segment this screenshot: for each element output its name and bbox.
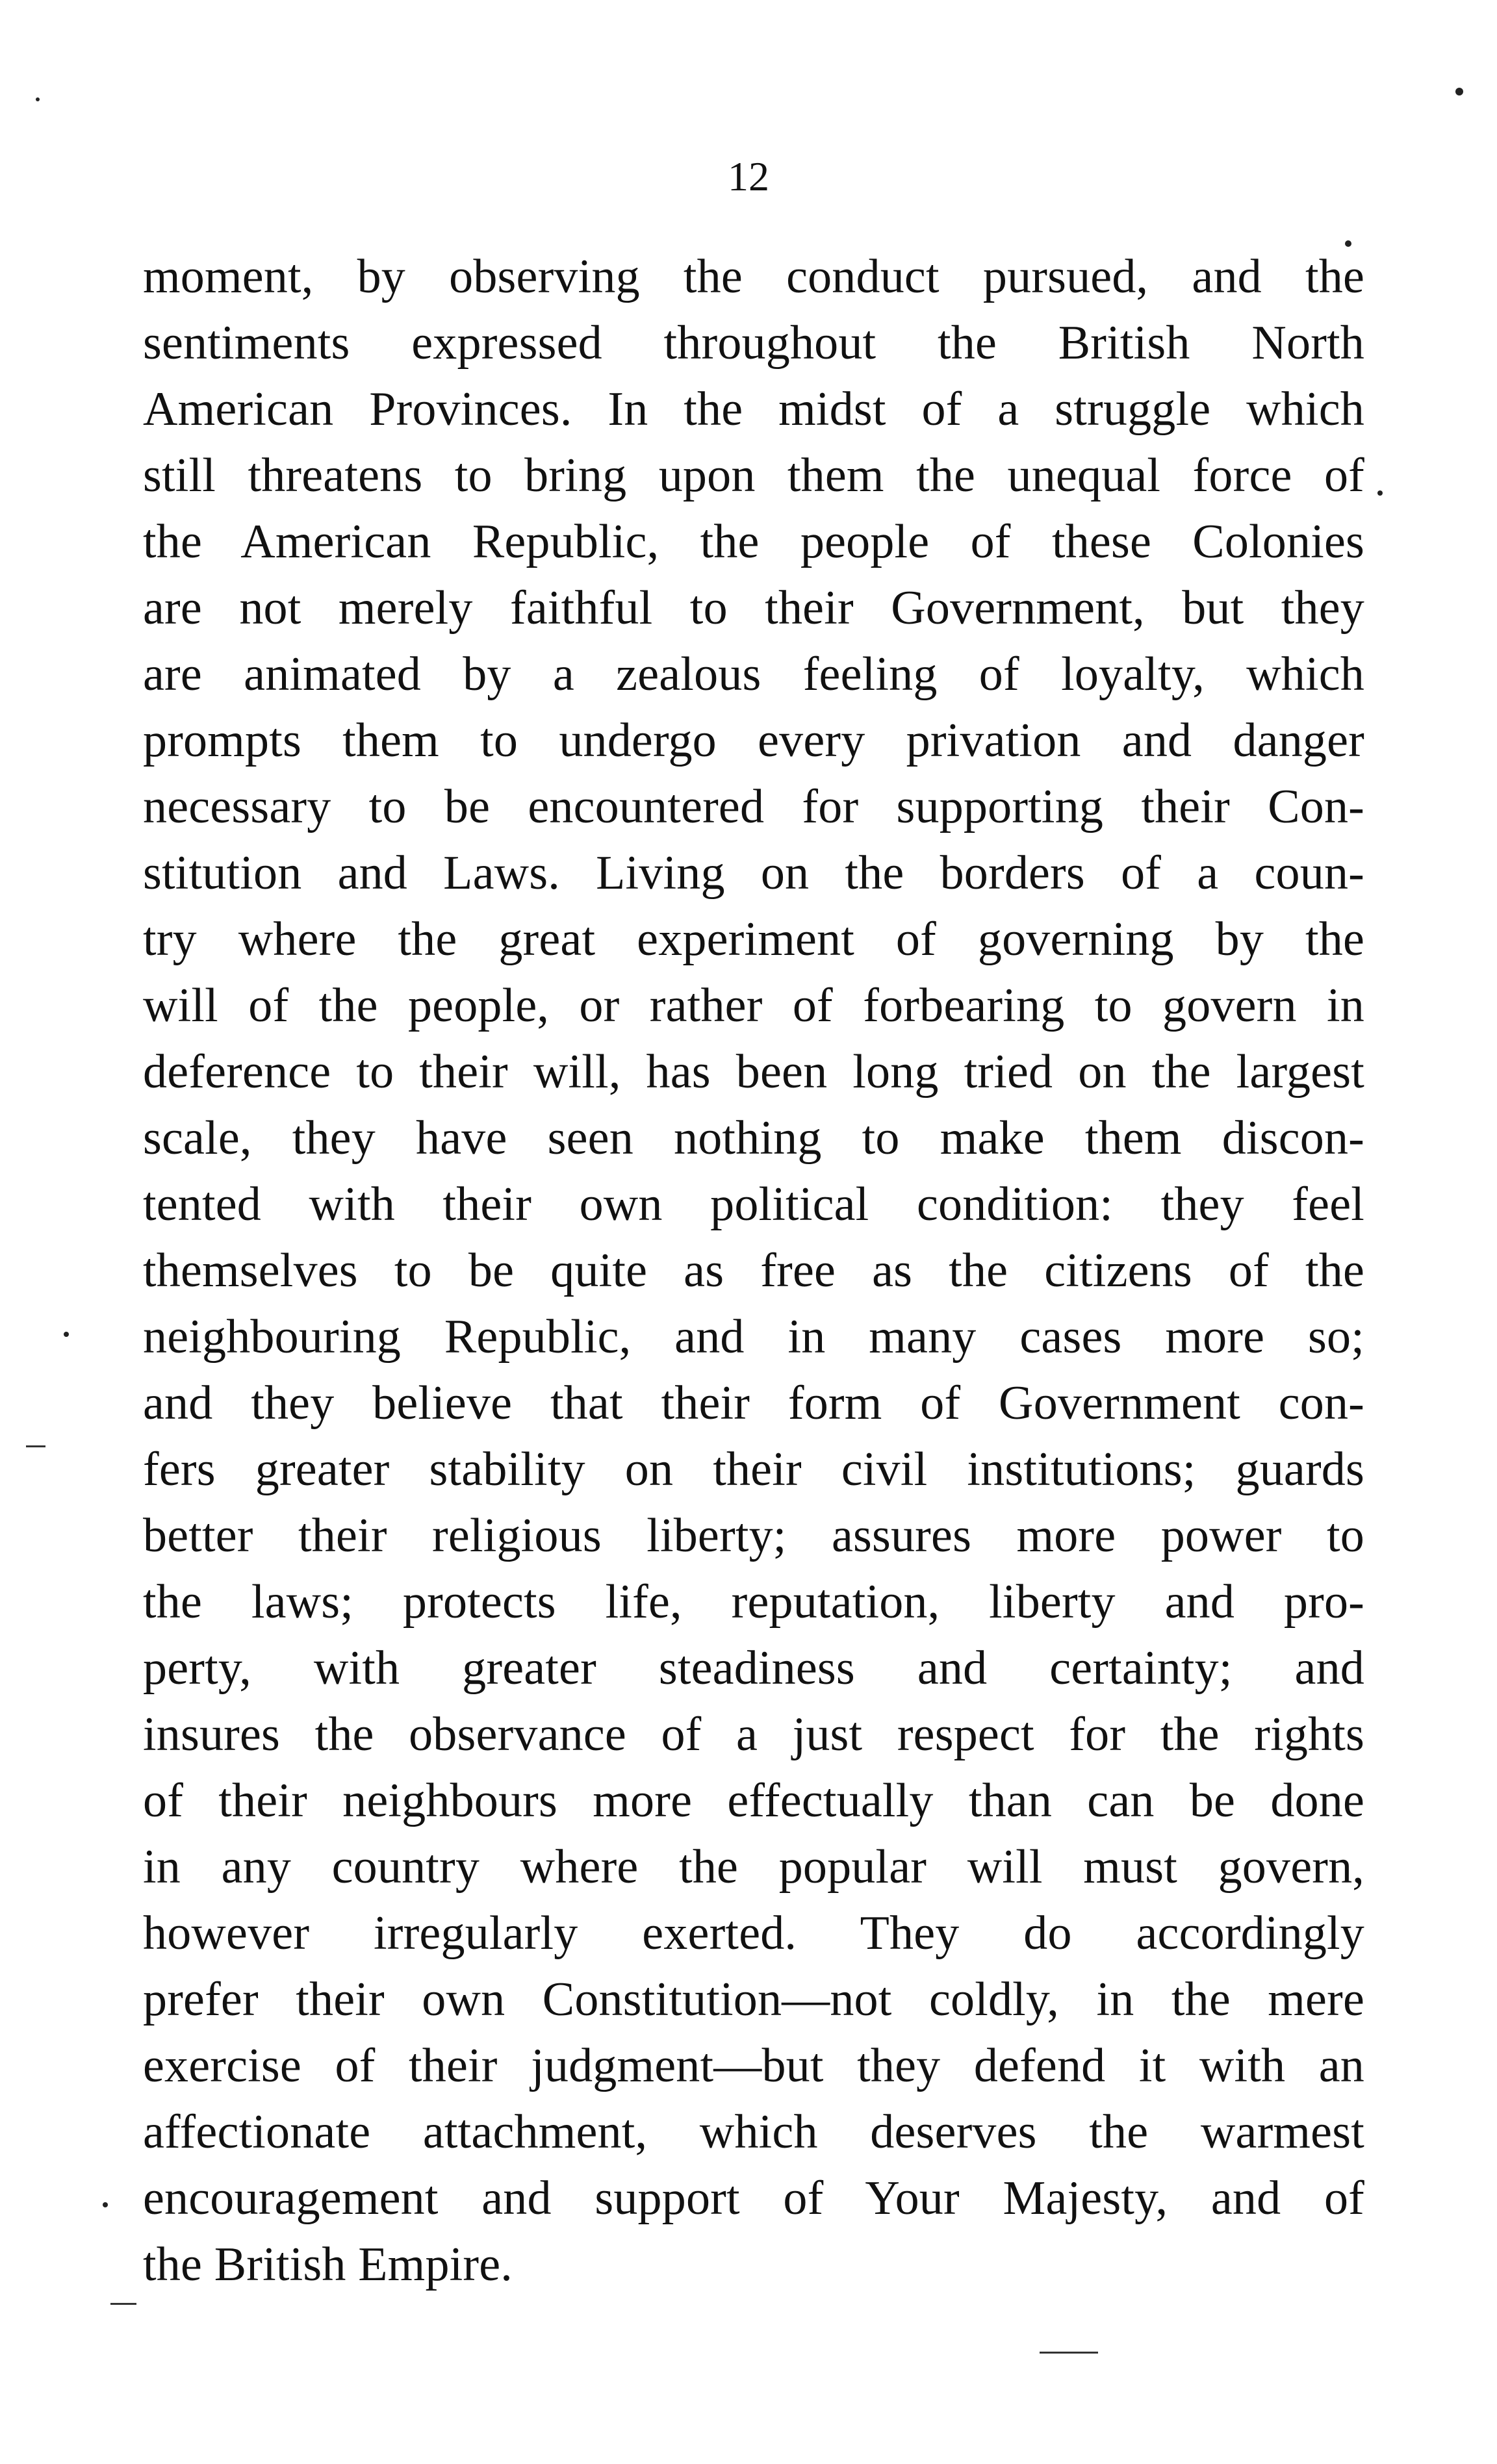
text-line: insures the observance of a just respect for the rights	[143, 1708, 1364, 1761]
scan-speck	[36, 97, 40, 101]
scan-speck	[64, 1332, 69, 1337]
text-line: stitution and Laws. Living on the borders of a coun-	[143, 846, 1364, 900]
text-line: neighbouring Republic, and in many cases more so;	[143, 1310, 1364, 1364]
text-line: necessary to be encountered for supporting their Con-	[143, 780, 1364, 833]
scan-speck	[103, 2202, 108, 2207]
page-number: 12	[728, 153, 769, 199]
text-line: the American Republic, the people of these Colonies	[143, 515, 1364, 568]
text-line: still threatens to bring upon them the unequal force of	[143, 449, 1364, 502]
text-line: the British Empire.	[143, 2238, 513, 2291]
text-line: American Provinces. In the midst of a struggle which	[143, 383, 1364, 436]
text-line: the laws; protects life, reputation, liberty and pro-	[143, 1575, 1364, 1629]
body-text	[143, 244, 1364, 2298]
text-line: and they believe that their form of Government con-	[143, 1377, 1364, 1430]
text-line: are not merely faithful to their Government, but they	[143, 581, 1364, 635]
text-line: perty, with greater steadiness and certainty; and	[143, 1642, 1364, 1695]
scan-speck	[1345, 240, 1351, 247]
text-line: sentiments expressed throughout the British North	[143, 316, 1364, 370]
text-line: of their neighbours more effectually than can be done	[143, 1774, 1364, 1827]
scan-speck	[1455, 88, 1463, 95]
text-line: are animated by a zealous feeling of loyalty, which	[143, 648, 1364, 701]
scan-scratch	[26, 1445, 45, 1447]
text-line: in any country where the popular will must govern,	[143, 1840, 1364, 1894]
scan-speck	[1377, 490, 1383, 496]
text-line: affectionate attachment, which deserves the warmest	[143, 2105, 1364, 2159]
text-line: try where the great experiment of governing by the	[143, 913, 1364, 966]
text-line: prompts them to undergo every privation and danger	[143, 714, 1364, 767]
text-line: better their religious liberty; assures more power to	[143, 1509, 1364, 1562]
text-line: exercise of their judgment—but they defend it with an	[143, 2039, 1364, 2092]
text-line: scale, they have seen nothing to make them discon-	[143, 1111, 1364, 1165]
scan-scratch	[110, 2303, 136, 2305]
text-line: tented with their own political condition: they feel	[143, 1178, 1364, 1231]
text-line: however irregularly exerted. They do accordingly	[143, 1907, 1364, 1960]
text-line: prefer their own Constitution—not coldly, in the mere	[143, 1973, 1364, 2026]
text-line: encouragement and support of Your Majesty, and of	[143, 2172, 1364, 2225]
text-line: fers greater stability on their civil institutions; guards	[143, 1443, 1364, 1496]
text-line: themselves to be quite as free as the citizens of the	[143, 1244, 1364, 1297]
scan-scratch	[1040, 2352, 1098, 2354]
text-line: deference to their will, has been long tried on the largest	[143, 1045, 1364, 1099]
text-line: moment, by observing the conduct pursued, and the	[143, 250, 1364, 303]
text-line: will of the people, or rather of forbearing to govern in	[143, 979, 1364, 1032]
